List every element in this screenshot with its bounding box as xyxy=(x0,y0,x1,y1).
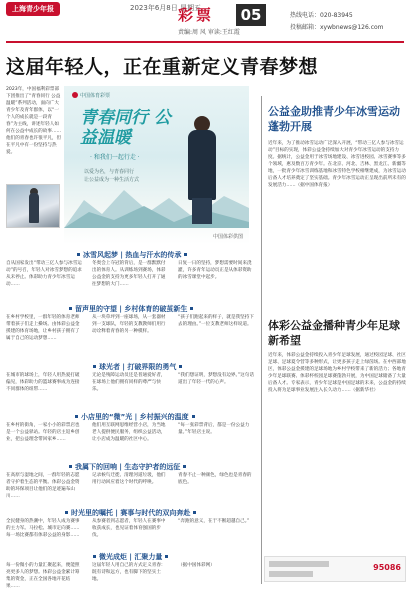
poster-subtitle: · 和我们一起行走 · xyxy=(90,154,140,161)
section-3-col-c: “我们想证明，梦想没有边界。”这句话道出了年轻一代的心声。 xyxy=(178,373,254,385)
section-heading-7: 微光成炬 | 汇聚力量 xyxy=(90,552,171,562)
section-7-col-b: 这届年轻人用自己的方式定义青春：既有诗和远方，也有脚下的坚实土地。 xyxy=(92,563,166,582)
masthead-divider xyxy=(6,41,404,43)
intro-photo xyxy=(6,184,60,228)
section-heading-3: 球光者 | 打破界限的勇气 xyxy=(90,362,185,372)
section-2-col-c: “孩子们跑起来的样子，就是我坚持下去的理由。”一位支教老师这样说道。 xyxy=(178,315,254,327)
mountain-illustration xyxy=(64,178,249,228)
poster-person-body xyxy=(188,130,216,200)
section-heading-4: 小店里的“微”光 | 乡村振兴的温度 xyxy=(72,412,198,422)
section-3-col-a: 在城市的球场上，年轻人用热爱打破偏见，体彩助力的篮球赛事成为连接不同群体的纽带…… xyxy=(6,373,80,392)
column-divider xyxy=(261,96,262,584)
column-name: 彩票 xyxy=(178,6,215,24)
section-6-col-a: 全民健身的热潮中，年轻人成为赛事的主力军。马拉松、城市定向赛……每一场比赛都有体彩公益的身影…… xyxy=(6,519,80,538)
campaign-poster xyxy=(64,86,249,244)
page-number: 05 xyxy=(236,4,266,26)
poster-credit: 中国体彩供图 xyxy=(212,234,243,240)
ad-line-1 xyxy=(269,561,329,567)
section-7-col-a: 每一份微小的力量汇聚起来，便能照亮更多人的梦想。体彩公益金累计筹集的资金，正在全国各地开花结果…… xyxy=(6,563,80,589)
section-6-col-c: “奔跑的意义，在于不断超越自己。” xyxy=(178,519,250,524)
section-1-col-b: 冬奥会上夺冠的背后，是一群默默付出的体育人。从训练场到赛场，体彩公益金的支持为更多年轻人打开了通往梦想的大门…… xyxy=(92,261,166,287)
poster-badge: 中国体育彩票 xyxy=(72,92,110,99)
section-5-col-b: 记录候鸟迁徙、清理河道垃圾，他们用行动回应着这个时代的呼唤。 xyxy=(92,473,166,485)
photo-figure xyxy=(29,193,39,223)
poster-caption-1: 以爱为名，与青春同行 xyxy=(84,169,135,175)
section-4-col-c: “每一张彩票背后，都是一份公益力量。”年轻店主说。 xyxy=(178,423,250,435)
section-heading-6: 时光里的嘱托 | 赛事与时代的双向奔赴 xyxy=(62,508,199,518)
newspaper-logo: 上海青少年报 xyxy=(6,2,60,16)
section-heading-1: 冰雪风起梦 | 热血与汗水的传承 xyxy=(74,250,190,260)
masthead xyxy=(0,0,410,40)
section-4-col-b: 他们用互联网思维经营小店，为当地老人提供便民服务，组织公益活动，让小店成为温暖的社区中心。 xyxy=(92,423,166,442)
section-heading-5: 我属下的回响 | 生态守护者的远征 xyxy=(66,462,189,472)
section-3-col-b: 无论是残障运动员还是普通爱好者，在球场上他们拥有同样的尊严与快乐。 xyxy=(92,373,166,392)
section-1-col-a: 自从国家发出“带动三亿人参与冰雪运动”的号召，年轻人对冰雪梦想的追求从未停止。体彩助力青少年冰雪运动…… xyxy=(6,261,82,287)
section-1-col-c: 日复一日的坚持，梦想需要时间来浇灌，许多青年运动员正是从体彩资助的冰雪课堂中起步。 xyxy=(178,261,252,280)
intro-text: 2023年，中国福利彩票部下团推出了“青春同行 公益温暖”系列活动，面向广大青少年及青年群体，以“一个人的成长就是一段青春”为主线，讲述年轻人如何在公益中成长的故事……他们的青春也许很平凡，但在平凡中有一份坚持与热爱。 xyxy=(6,87,62,155)
section-5-col-a: 在高原与湿地之间，一群年轻的志愿者守护着生态的平衡。体彩公益金资助的环保项目让他们的足迹遍布山川…… xyxy=(6,473,80,499)
right-article-2-body: 近年来，体彩公益金持续投入青少年足球发展，通过校园足球、社区足球、足球夏令营等多种形式，让更多孩子走上绿茵场。在中西部地区，体彩公益金援建的足球场地为乡村学校带来了新的活力；各地青少年足球联赛、体彩杯校园足球赛蓬勃开展，为中国足球储备了大量后备人才。专家表示，青少年足球是中国足球的未来，公益金的持续投入将为足球事业发展注入长久动力……（据新华社） xyxy=(268,353,406,393)
editor-credits: 责编:周 风 审读:王红霞 xyxy=(178,29,240,36)
right-article-1-heading: 公益金助推青少年冰雪运动蓬勃开展 xyxy=(268,105,400,133)
email-text: 投稿邮箱：xywbnews@126.com xyxy=(290,24,384,31)
footer-ad xyxy=(264,556,406,582)
section-6-col-b: 从参赛者到志愿者，年轻人在赛事中收获成长，也见证着体育强国的步伐。 xyxy=(92,519,166,538)
hotline-text: 热线电话：020-83945 xyxy=(290,12,353,19)
ad-line-2 xyxy=(269,571,313,577)
right-article-2-heading: 体彩公益金播种青少年足球新希望 xyxy=(268,319,400,347)
poster-caption-2: 让公益成为一种生活方式 xyxy=(84,177,140,183)
section-2-col-a: 在乡村学校里，一群年轻的体育老师带着孩子们走上操场。由体彩公益金援建的体育场地，让乡村孩子拥有了属于自己的运动梦想…… xyxy=(6,315,80,341)
poster-person-legs xyxy=(192,198,212,224)
section-5-col-c: 青春不止一种颜色，绿色也是青春的底色。 xyxy=(178,473,252,485)
page-headline: 这届年轻人，正在重新定义青春梦想 xyxy=(6,56,319,78)
right-article-1-body: 近年来，为了推动冰雪运动广泛深入开展，“带动三亿人参与冰雪运动”目标的实现，体彩公益金持续加大对青少年冰雪运动的支持力度。据统计，公益金用于冰雪场地建设、冰雪进校园、冰雪赛事等多个领域，惠及数百万青少年。在北京、河北、吉林、黑龙江、新疆等地，一批青少年冰雪训练基地和冰雪特色学校相继建成，为冰雪运动后备人才培养奠定了坚实基础。青少年冰雪运动正呈现出前所未有的发展活力……（据中国体育报） xyxy=(268,141,406,188)
section-4-col-a: 在乡村的街角，一家小小的彩票店也是一个公益驿站。年轻的店主返乡创业，把公益理念带回家乡…… xyxy=(6,423,80,442)
date-line: 2023年6月8日 星期五 xyxy=(130,4,201,12)
section-7-col-c: （据中国体彩网） xyxy=(178,563,215,568)
section-2-col-b: 从一块草坪到一座球场，从一套器材到一支球队，年轻的支教教师们用行动诠释着青春的另一种模样。 xyxy=(92,315,166,334)
poster-title: 青春同行 公益温暖 xyxy=(80,108,171,148)
ad-brand: 95086 xyxy=(373,563,401,572)
section-heading-2: 留声里的守望 | 乡村体育的破茧新生 xyxy=(66,304,196,314)
